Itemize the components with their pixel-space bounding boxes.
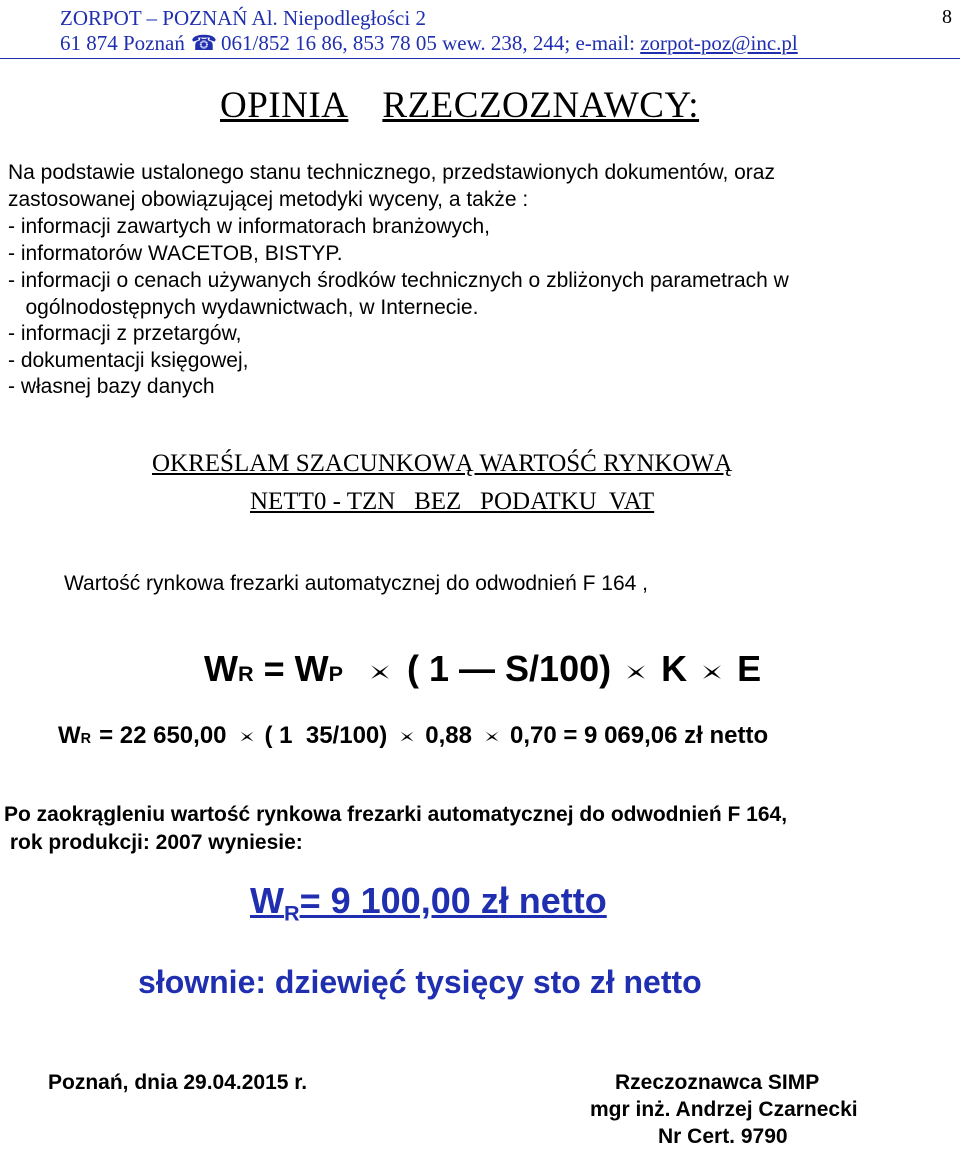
final-value bbox=[250, 880, 607, 926]
header-company-line: ZORPOT – POZNAŃ Al. Niepodległości 2 bbox=[60, 6, 426, 30]
multiply-icon bbox=[701, 648, 723, 690]
multiply-icon bbox=[399, 722, 415, 750]
intro-line-2: zastosowanej obowiązującej metodyki wyceny, a także : bbox=[8, 188, 529, 211]
page-number: 8 bbox=[942, 6, 952, 28]
title-word-opinia: OPINIA bbox=[220, 85, 349, 126]
summary-line-1: Po zaokrągleniu wartość rynkowa frezarki automatycznej do odwodnień F 164, bbox=[4, 803, 788, 826]
calc-w: W bbox=[58, 722, 81, 749]
multiply-icon bbox=[369, 648, 391, 690]
amount-in-words: słownie: dziewięć tysięcy sto zł netto bbox=[138, 964, 702, 1000]
multiply-icon bbox=[239, 722, 255, 750]
calc-k-factor: 0,88 bbox=[425, 722, 472, 749]
formula-k: K bbox=[661, 648, 688, 689]
final-w: W bbox=[250, 880, 284, 921]
calc-result: 0,70 = 9 069,06 zł netto bbox=[509, 722, 769, 749]
intro-item-3: - informacji o cenach używanych środków technicznych o zbliżonych parametrach w bbox=[8, 269, 789, 292]
valuation-calculation: W R = 22 650,00 ( 1 35/100) 0,88 0,70 = 9 069,06 zł netto bbox=[58, 722, 769, 749]
formula-part-s: ( 1 — S/100) bbox=[407, 648, 612, 689]
calc-base-value: = 22 650,00 bbox=[99, 722, 227, 749]
expert-certificate: Nr Cert. 9790 bbox=[658, 1125, 788, 1148]
valuation-label: Wartość rynkowa frezarki automatycznej do odwodnień F 164 , bbox=[64, 572, 648, 595]
formula-eq-wp: = W bbox=[263, 648, 329, 689]
intro-item-1: - informacji zawartych w informatorach branżowych, bbox=[8, 215, 490, 238]
intro-item-5: - dokumentacji księgowej, bbox=[8, 349, 249, 372]
valuation-formula: W R = W P ( 1 — S/100) K E bbox=[204, 648, 762, 689]
intro-item-3-cont: ogólnodostępnych wydawnictwach, w Internecie. bbox=[8, 296, 479, 319]
intro-line-1: Na podstawie ustalonego stanu technicznego, przedstawionych dokumentów, oraz bbox=[8, 161, 775, 184]
determination-heading-2: NETT0 - TZN BEZ PODATKU VAT bbox=[250, 488, 655, 515]
expert-role: Rzeczoznawca SIMP bbox=[615, 1071, 820, 1094]
place-date: Poznań, dnia 29.04.2015 r. bbox=[48, 1071, 308, 1094]
intro-item-6: - własnej bazy danych bbox=[8, 375, 215, 398]
final-amount: = 9 100,00 zł netto bbox=[299, 880, 607, 921]
phone-icon: ☎ bbox=[190, 31, 217, 55]
header-contact-line bbox=[60, 31, 798, 55]
header-divider bbox=[0, 58, 960, 59]
formula-e: E bbox=[737, 648, 762, 689]
intro-item-4: - informacji z przetargów, bbox=[8, 322, 242, 345]
multiply-icon bbox=[625, 648, 647, 690]
title-word-rzeczoznawcy: RZECZOZNAWCY: bbox=[382, 85, 700, 126]
summary-line-2: rok produkcji: 2007 wyniesie: bbox=[4, 831, 303, 854]
expert-name: mgr inż. Andrzej Czarnecki bbox=[590, 1098, 858, 1121]
formula-w: W bbox=[204, 648, 238, 689]
final-w-sub: R bbox=[283, 900, 300, 926]
page-title bbox=[220, 84, 699, 127]
multiply-icon bbox=[484, 722, 500, 750]
header-email-link[interactable]: zorpot-poz@inc.pl bbox=[640, 31, 798, 55]
header-phones: 061/852 16 86, 853 78 05 wew. 238, 244; e-mail: bbox=[221, 31, 635, 55]
header-city: 61 874 Poznań bbox=[60, 31, 185, 55]
intro-item-2: - informatorów WACETOB, BISTYP. bbox=[8, 242, 343, 265]
determination-heading-1: OKREŚLAM SZACUNKOWĄ WARTOŚĆ RYNKOWĄ bbox=[152, 450, 733, 477]
calc-wear-factor: ( 1 35/100) bbox=[264, 722, 388, 749]
